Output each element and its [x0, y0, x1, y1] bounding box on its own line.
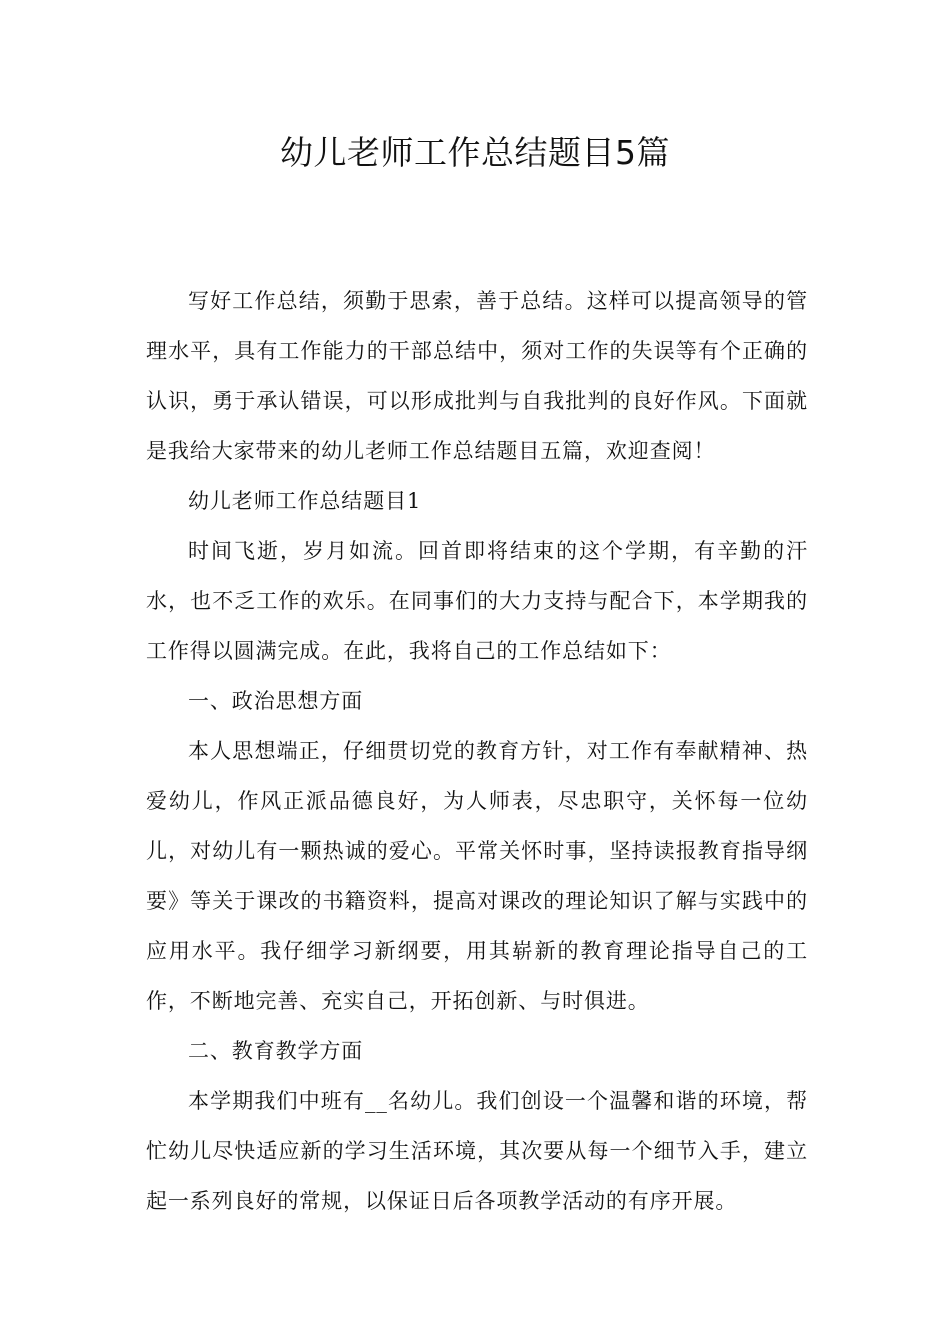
education-teaching-paragraph: 本学期我们中班有__名幼儿。我们创设一个温馨和谐的环境，帮忙幼儿尽快适应新的学习生活环境，其次要从每一个细节入手，建立起一系列良好的常规，以保证日后各项教学活动的有序开展。: [146, 1089, 808, 1213]
document-body: [146, 276, 808, 1226]
heading-education-teaching: 二、教育教学方面: [188, 1039, 364, 1063]
political-thought-paragraph: 本人思想端正，仔细贯切党的教育方针，对工作有奉献精神、热爱幼儿，作风正派品德良好，为人师表，尽忠职守，关怀每一位幼儿，对幼儿有一颗热诚的爱心。平常关怀时事，坚持读报教育指导纲要》等关于课改的书籍资料，提高对课改的理论知识了解与实践中的应用水平。我仔细学习新纲要，用其崭新的教育理论指导自己的工作，不断地完善、充实自己，开拓创新、与时俱进。: [146, 739, 808, 1013]
document-title: 幼儿老师工作总结题目5篇: [280, 133, 670, 172]
intro-paragraph: 写好工作总结，须勤于思索，善于总结。这样可以提高领导的管理水平，具有工作能力的干部总结中，须对工作的失误等有个正确的认识，勇于承认错误，可以形成批判与自我批判的良好作风。下面就是我给大家带来的幼儿老师工作总结题目五篇，欢迎查阅！: [146, 289, 808, 463]
section-heading-summary-1: 幼儿老师工作总结题目1: [188, 489, 422, 513]
summary-1-intro-paragraph: 时间飞逝，岁月如流。回首即将结束的这个学期，有辛勤的汗水，也不乏工作的欢乐。在同事们的大力支持与配合下，本学期我的工作得以圆满完成。在此，我将自己的工作总结如下：: [146, 539, 808, 663]
heading-political-thought: 一、政治思想方面: [188, 689, 364, 713]
